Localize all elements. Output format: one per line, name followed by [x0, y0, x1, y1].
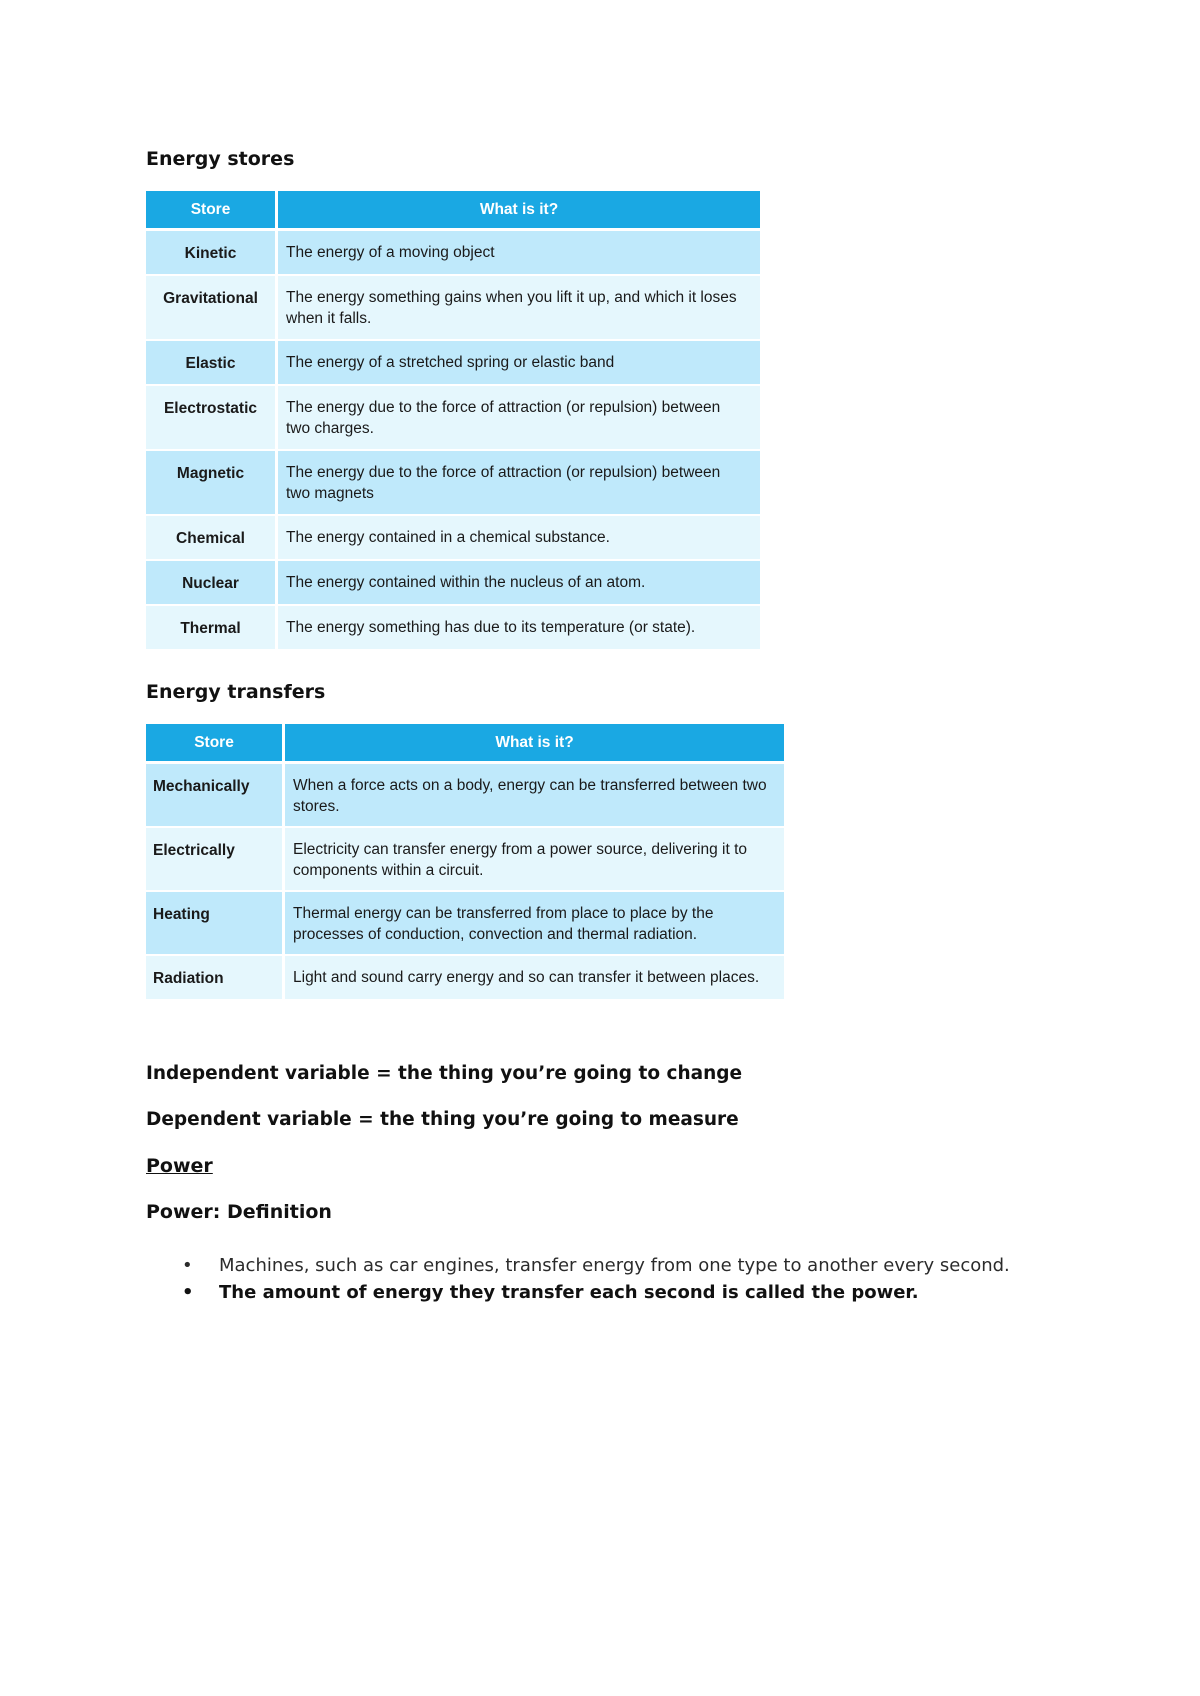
list-item — [146, 1252, 1010, 1279]
transfer-description: When a force acts on a body, energy can be transferred between two stores. — [285, 764, 784, 828]
list-item-text: The amount of energy they transfer each second is called the power. — [219, 1282, 919, 1303]
table-row — [146, 764, 784, 828]
transfer-description: Thermal energy can be transferred from place to place by the processes of conduction, convection and thermal radiation. — [285, 892, 784, 956]
column-header-store: Store — [146, 191, 278, 231]
table-row — [146, 451, 760, 516]
list-item — [146, 1279, 1010, 1306]
store-description: The energy due to the force of attraction (or repulsion) between two magnets — [278, 451, 760, 516]
energy-transfers-heading: Energy transfers — [146, 681, 326, 703]
table-row — [146, 231, 760, 276]
store-description: The energy of a moving object — [278, 231, 760, 276]
store-name: Thermal — [146, 606, 278, 651]
table-row — [146, 516, 760, 561]
transfer-name: Heating — [146, 892, 285, 956]
bullet-icon: • — [182, 1255, 193, 1276]
table-header-row — [146, 191, 760, 231]
column-header-store: Store — [146, 724, 285, 764]
transfer-name: Radiation — [146, 956, 285, 1001]
store-name: Electrostatic — [146, 386, 278, 451]
table-row — [146, 606, 760, 651]
independent-variable-statement: Independent variable = the thing you’re going to change — [146, 1063, 743, 1084]
power-heading: Power — [146, 1155, 213, 1177]
store-description: The energy due to the force of attraction (or repulsion) between two charges. — [278, 386, 760, 451]
store-description: The energy contained in a chemical substance. — [278, 516, 760, 561]
table-header-row — [146, 724, 784, 764]
transfer-description: Electricity can transfer energy from a power source, delivering it to components within a circuit. — [285, 828, 784, 892]
transfer-description: Light and sound carry energy and so can transfer it between places. — [285, 956, 784, 1001]
table-row — [146, 341, 760, 386]
transfer-name: Mechanically — [146, 764, 285, 828]
table-row — [146, 276, 760, 341]
store-name: Kinetic — [146, 231, 278, 276]
dependent-variable-statement: Dependent variable = the thing you’re going to measure — [146, 1109, 739, 1130]
store-name: Nuclear — [146, 561, 278, 606]
energy-stores-table — [146, 191, 760, 651]
power-definition-list — [146, 1252, 1010, 1306]
store-name: Magnetic — [146, 451, 278, 516]
table-row — [146, 892, 784, 956]
energy-stores-heading: Energy stores — [146, 148, 295, 170]
table-row — [146, 561, 760, 606]
store-name: Gravitational — [146, 276, 278, 341]
table-row — [146, 386, 760, 451]
transfer-name: Electrically — [146, 828, 285, 892]
list-item-text: Machines, such as car engines, transfer energy from one type to another every second. — [219, 1255, 1010, 1276]
store-name: Chemical — [146, 516, 278, 561]
table-row — [146, 828, 784, 892]
store-description: The energy of a stretched spring or elastic band — [278, 341, 760, 386]
column-header-what-is-it: What is it? — [285, 724, 784, 764]
store-name: Elastic — [146, 341, 278, 386]
bullet-icon: • — [182, 1282, 194, 1303]
store-description: The energy contained within the nucleus of an atom. — [278, 561, 760, 606]
store-description: The energy something gains when you lift it up, and which it loses when it falls. — [278, 276, 760, 341]
store-description: The energy something has due to its temperature (or state). — [278, 606, 760, 651]
table-row — [146, 956, 784, 1001]
energy-transfers-table — [146, 724, 784, 1001]
power-definition-heading: Power: Definition — [146, 1201, 332, 1223]
column-header-what-is-it: What is it? — [278, 191, 760, 231]
